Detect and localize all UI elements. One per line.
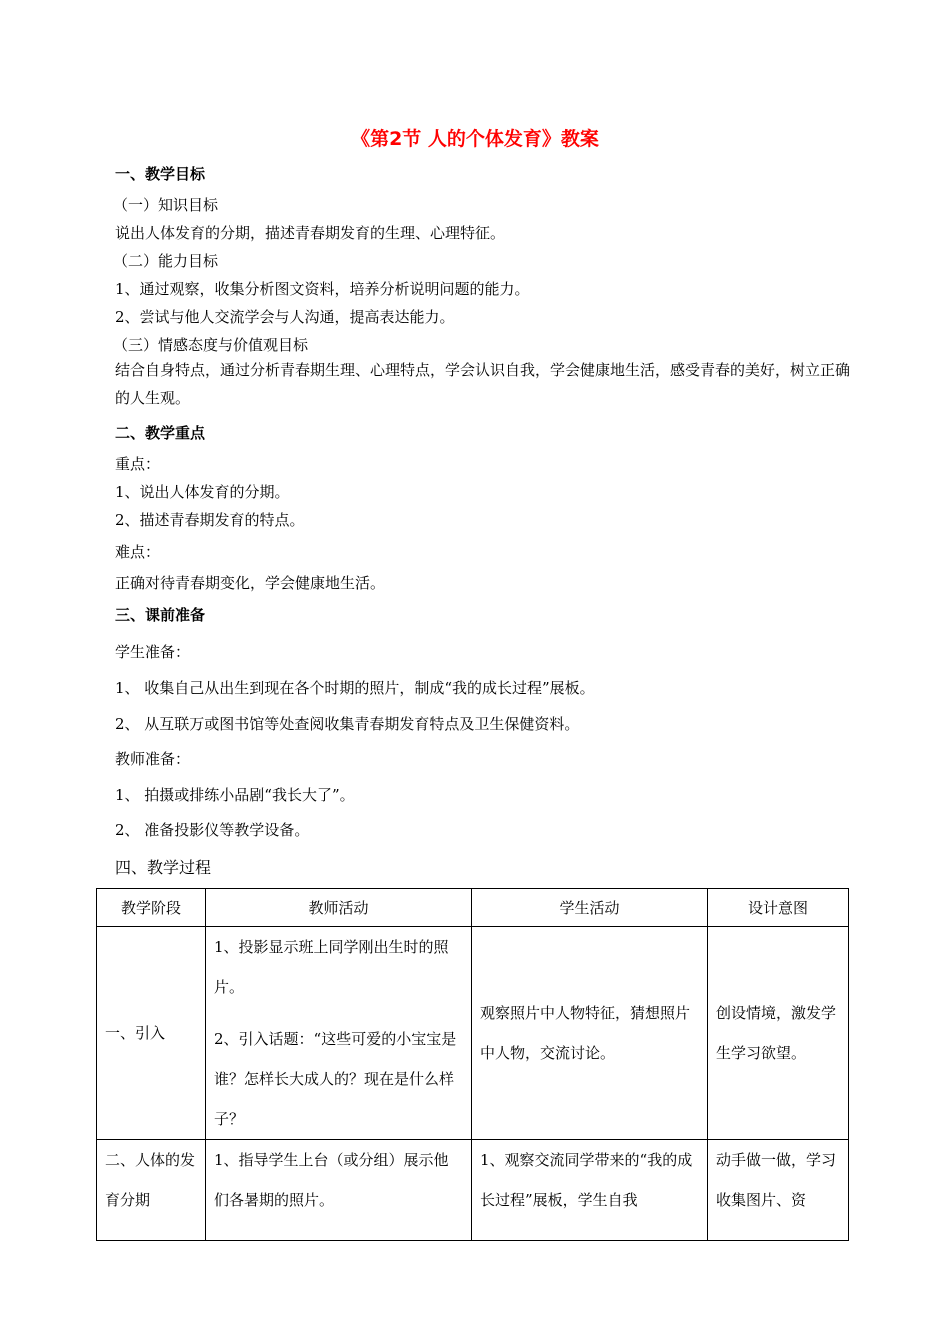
key-item-1: 1、说出人体发育的分期。 [115, 483, 290, 501]
section-heading-preparation: 三、课前准备 [115, 606, 206, 624]
difficulty-text: 正确对待青春期变化，学会健康地生活。 [115, 574, 386, 592]
stage-cell [97, 927, 206, 1140]
table-row [97, 1140, 849, 1241]
difficulty-label: 难点： [115, 543, 161, 561]
document-title: 《第2节 人的个体发育》教案 [351, 128, 599, 150]
section-heading-objectives: 一、教学目标 [115, 165, 206, 183]
student-prep-item-1: 1、 收集自己从出生到现在各个时期的照片，制成“我的成长过程”展板。 [115, 679, 595, 697]
student-activity-cell [472, 927, 708, 1140]
section-heading-process: 四、教学过程 [115, 858, 212, 877]
header-student-activity: 学生活动 [472, 889, 708, 927]
teaching-process-table [96, 888, 849, 1241]
attitude-text: 结合自身特点，通过分析青春期生理、心理特点，学会认识自我，学会健康地生活，感受青春的美好，树立正确的人生观。 [115, 361, 851, 407]
teacher-activity-item: 2、引入话题：“这些可爱的小宝宝是谁？怎样长大成人的？现在是什么样子？ [214, 1030, 457, 1128]
design-intent-text: 创设情境，激发学生学习欲望。 [716, 1004, 837, 1062]
stage-cell [97, 1140, 206, 1241]
teacher-activity-cell [206, 927, 472, 1140]
subheading-ability: （二）能力目标 [113, 252, 219, 270]
table-row [97, 927, 849, 1140]
student-prep-label: 学生准备： [115, 643, 191, 661]
table-header-row [97, 889, 849, 927]
student-prep-item-2: 2、 从互联万或图书馆等处查阅收集青春期发育特点及卫生保健资料。 [115, 715, 580, 733]
subheading-attitude: （三）情感态度与价值观目标 [113, 336, 309, 354]
subheading-knowledge: （一）知识目标 [113, 196, 219, 214]
stage-text: 二、人体的发育分期 [105, 1151, 196, 1209]
ability-item-2: 2、尝试与他人交流学会与人沟通，提高表达能力。 [115, 308, 455, 326]
teacher-activity-item: 1、投影显示班上同学刚出生时的照片。 [214, 938, 449, 996]
student-activity-cell [472, 1140, 708, 1241]
header-design-intent: 设计意图 [708, 889, 849, 927]
student-activity-text: 1、观察交流同学带来的“我的成长过程”展板，学生自我 [480, 1151, 693, 1209]
knowledge-text: 说出人体发育的分期，描述青春期发育的生理、心理特征。 [115, 224, 506, 242]
design-intent-cell [708, 1140, 849, 1241]
teacher-prep-item-2: 2、 准备投影仪等教学设备。 [115, 821, 310, 839]
design-intent-cell [708, 927, 849, 1140]
teacher-activity-cell [206, 1140, 472, 1241]
key-label: 重点： [115, 455, 161, 473]
header-stage: 教学阶段 [97, 889, 206, 927]
teacher-prep-label: 教师准备： [115, 750, 191, 768]
header-teacher-activity: 教师活动 [206, 889, 472, 927]
section-heading-key-points: 二、教学重点 [115, 424, 206, 442]
key-item-2: 2、描述青春期发育的特点。 [115, 511, 305, 529]
student-activity-text: 观察照片中人物特征，猜想照片中人物，交流讨论。 [480, 1004, 691, 1062]
stage-text: 一、引入 [105, 1024, 166, 1042]
teacher-activity-item: 1、指导学生上台（或分组）展示他们各暑期的照片。 [214, 1151, 449, 1209]
ability-item-1: 1、通过观察，收集分析图文资料，培养分析说明问题的能力。 [115, 280, 530, 298]
design-intent-text: 动手做一做，学习收集图片、资 [716, 1151, 837, 1209]
teacher-prep-item-1: 1、 拍摄或排练小品剧“我长大了”。 [115, 786, 355, 804]
